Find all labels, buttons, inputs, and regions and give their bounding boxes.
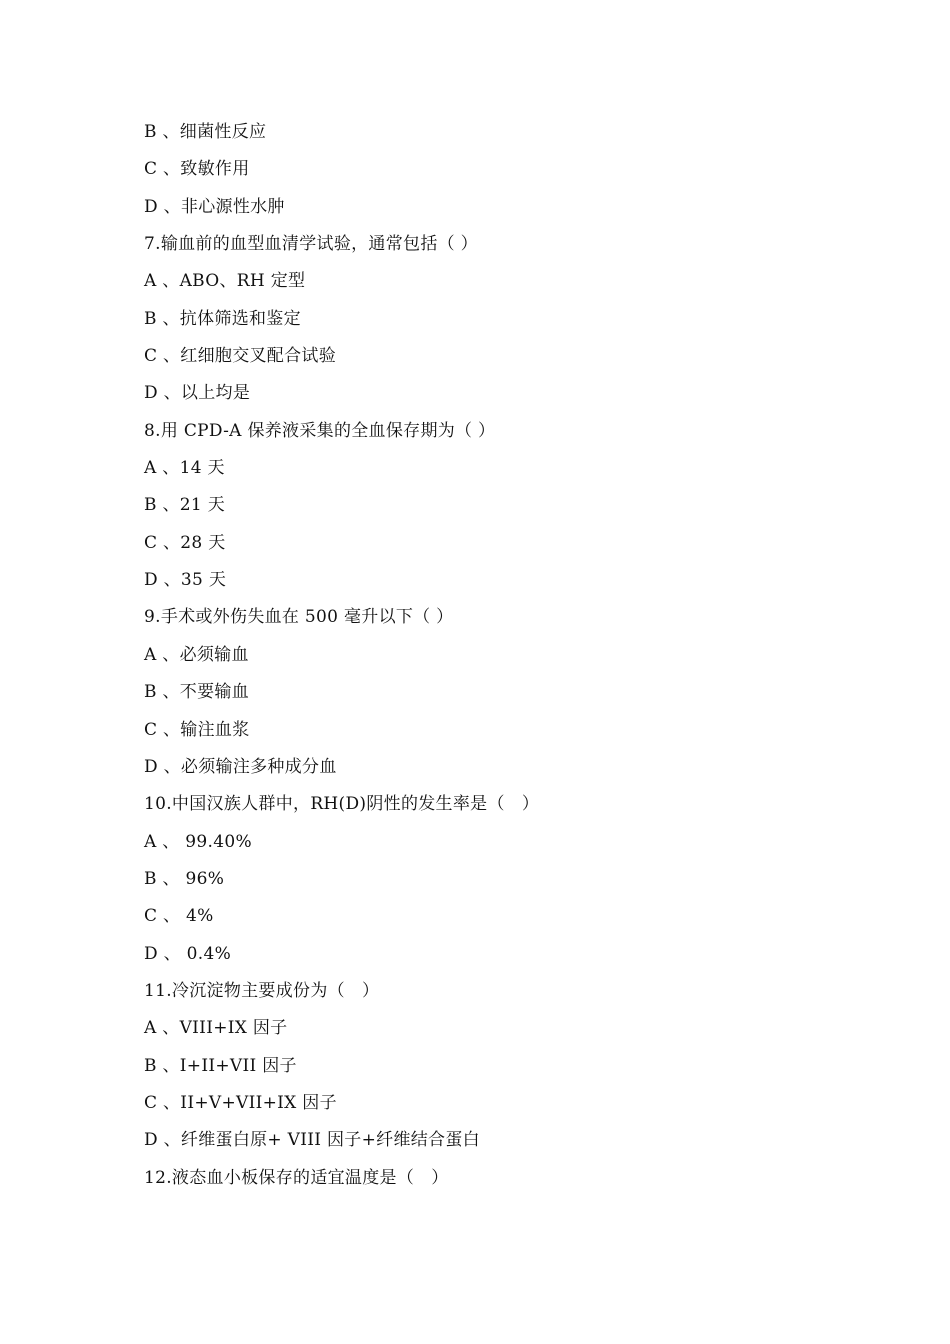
question-text: 7.输血前的血型血清学试验，通常包括（ ） [144, 234, 478, 255]
option-text: C 、 4% [144, 906, 214, 927]
option-text: D 、35 天 [144, 570, 227, 591]
option-text: A 、 99.40% [144, 831, 252, 852]
question-text: 11.冷沉淀物主要成份为（ ） [144, 980, 380, 1001]
option-text: B 、 96% [144, 868, 225, 889]
option-text: C 、II+V+VII+IX 因子 [144, 1092, 337, 1113]
option-text: D 、 0.4% [144, 943, 232, 964]
question-text: 12.液态血小板保存的适宜温度是（ ） [144, 1167, 449, 1188]
option-text: C 、致敏作用 [144, 159, 250, 180]
option-text: B 、21 天 [144, 495, 226, 516]
option-text: A 、14 天 [144, 458, 225, 479]
option-text: C 、28 天 [144, 532, 226, 553]
question-text: 8.用 CPD-A 保养液采集的全血保存期为（ ） [144, 420, 496, 441]
option-text: B 、不要输血 [144, 682, 249, 703]
option-text: B 、抗体筛选和鉴定 [144, 308, 301, 329]
question-text: 10.中国汉族人群中，RH(D)阴性的发生率是（ ） [144, 794, 540, 815]
option-text: D 、必须输注多种成分血 [144, 756, 337, 777]
option-text: B 、细菌性反应 [144, 122, 267, 142]
option-text: C 、输注血浆 [144, 719, 250, 740]
option-text: B 、I+II+VII 因子 [144, 1055, 297, 1076]
option-text: D 、以上均是 [144, 383, 251, 404]
question-text: 9.手术或外伤失血在 500 毫升以下（ ） [144, 607, 454, 628]
option-text: A 、ABO、RH 定型 [144, 271, 306, 292]
option-text: A 、必须输血 [144, 644, 249, 665]
question-list [144, 116, 904, 1199]
option-text: D 、非心源性水肿 [144, 196, 285, 217]
option-text: C 、红细胞交叉配合试验 [144, 346, 337, 367]
option-text: A 、VIII+IX 因子 [144, 1018, 288, 1039]
option-text: D 、纤维蛋白原+ VIII 因子+纤维结合蛋白 [144, 1130, 480, 1151]
